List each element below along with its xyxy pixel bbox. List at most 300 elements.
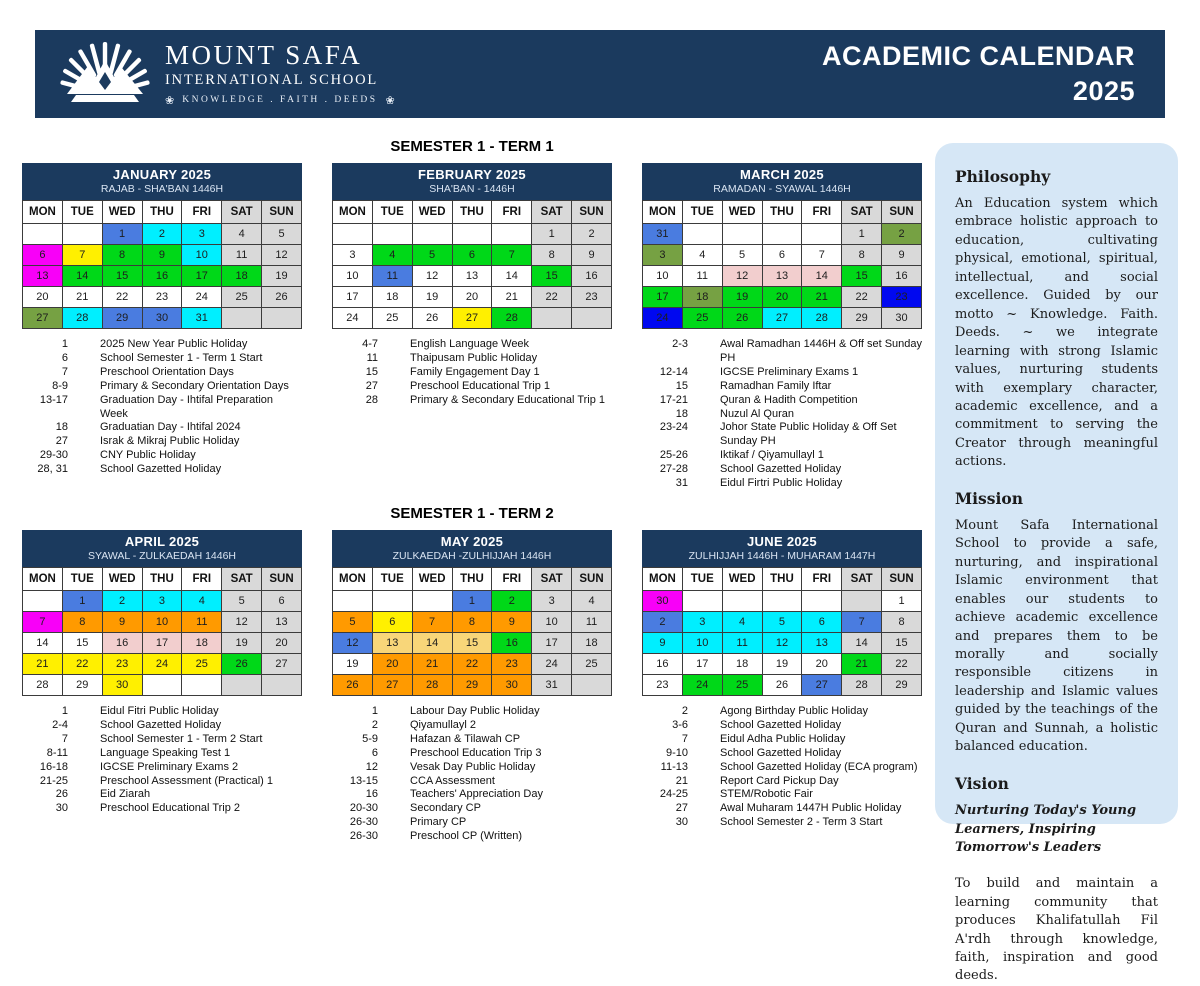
day-cell: 22 xyxy=(882,653,922,674)
day-cell: 31 xyxy=(532,674,572,695)
day-cell xyxy=(262,308,302,329)
day-header-cell: SAT xyxy=(842,201,882,224)
day-header-cell: SUN xyxy=(262,567,302,590)
event-date: 30 xyxy=(55,802,68,815)
events-list xyxy=(332,705,612,844)
day-header-cell: WED xyxy=(412,201,452,224)
day-cell: 16 xyxy=(643,653,683,674)
event-desc: CNY Public Holiday xyxy=(100,449,196,462)
day-cell: 27 xyxy=(762,308,802,329)
event-date: 28, 31 xyxy=(37,463,68,476)
day-header-cell: THU xyxy=(762,201,802,224)
day-header-cell: WED xyxy=(102,567,142,590)
event-row xyxy=(332,733,612,747)
day-cell: 6 xyxy=(802,611,842,632)
day-cell xyxy=(492,224,532,245)
day-cell: 1 xyxy=(882,590,922,611)
day-cell: 3 xyxy=(142,590,182,611)
day-cell: 30 xyxy=(882,308,922,329)
event-date: 28 xyxy=(365,393,378,406)
event-desc: Iktikaf / Qiyamullayl 1 xyxy=(720,449,824,462)
day-cell: 17 xyxy=(532,632,572,653)
day-cell: 4 xyxy=(222,224,262,245)
event-date: 26-30 xyxy=(349,816,378,829)
day-cell xyxy=(142,674,182,695)
day-cell xyxy=(722,224,762,245)
day-cell: 30 xyxy=(142,308,182,329)
event-desc: Preschool Assessment (Practical) 1 xyxy=(100,774,274,787)
day-cell: 11 xyxy=(722,632,762,653)
school-motto xyxy=(165,94,395,107)
event-row xyxy=(332,775,612,789)
event-date: 6 xyxy=(371,746,378,759)
section-title: SEMESTER 1 - TERM 1 xyxy=(390,138,554,155)
day-cell: 31 xyxy=(643,224,683,245)
event-desc: IGCSE Preliminary Exams 2 xyxy=(100,760,239,773)
day-cell: 14 xyxy=(62,266,102,287)
day-cell: 1 xyxy=(102,224,142,245)
day-header-cell: TUE xyxy=(682,567,722,590)
event-row xyxy=(642,421,922,449)
events-list xyxy=(642,705,922,830)
event-row xyxy=(22,733,302,747)
day-cell: 18 xyxy=(572,632,612,653)
day-cell: 24 xyxy=(333,308,373,329)
day-header-cell: SAT xyxy=(222,567,262,590)
event-date: 2-4 xyxy=(52,718,68,731)
day-cell: 12 xyxy=(333,632,373,653)
day-cell: 21 xyxy=(802,287,842,308)
event-date: 13-15 xyxy=(349,774,378,787)
day-cell: 27 xyxy=(802,674,842,695)
event-date: 12 xyxy=(365,760,378,773)
event-row xyxy=(22,747,302,761)
event-desc: Agong Birthday Public Holiday xyxy=(720,704,868,717)
day-header-cell: FRI xyxy=(182,567,222,590)
day-cell: 24 xyxy=(532,653,572,674)
event-desc: Preschool Educational Trip 1 xyxy=(410,379,551,392)
event-desc: Preschool Orientation Days xyxy=(100,365,234,378)
sidebar-paragraph: To build and maintain a learning community that produces Khalifatullah Fil A'rdh through knowledge, faith, inspiration and good deeds. xyxy=(955,876,1158,984)
day-cell: 12 xyxy=(722,266,762,287)
event-date: 27 xyxy=(365,379,378,392)
day-cell: 6 xyxy=(23,245,63,266)
day-header-cell: FRI xyxy=(802,567,842,590)
month-name: JUNE 2025 xyxy=(747,533,817,549)
day-header-cell: TUE xyxy=(372,567,412,590)
event-row xyxy=(332,366,612,380)
day-cell: 16 xyxy=(142,266,182,287)
event-date: 27-28 xyxy=(659,463,688,476)
day-cell xyxy=(23,590,63,611)
day-cell: 28 xyxy=(412,674,452,695)
day-cell: 7 xyxy=(802,245,842,266)
day-cell: 8 xyxy=(882,611,922,632)
month-title-bar xyxy=(332,163,612,200)
month-calendar xyxy=(642,163,922,491)
event-desc: Awal Ramadhan 1446H & Off set Sunday PH xyxy=(720,338,922,364)
day-cell: 9 xyxy=(142,245,182,266)
event-row xyxy=(332,802,612,816)
day-cell: 13 xyxy=(762,266,802,287)
event-row xyxy=(642,788,922,802)
calendar-grid xyxy=(332,200,612,329)
day-cell xyxy=(722,590,762,611)
day-cell: 2 xyxy=(572,224,612,245)
day-cell xyxy=(182,674,222,695)
day-cell: 10 xyxy=(532,611,572,632)
event-desc: Eidul Adha Public Holiday xyxy=(720,732,846,745)
event-desc: Quran & Hadith Competition xyxy=(720,393,858,406)
day-header-cell: SUN xyxy=(262,201,302,224)
event-desc: School Semester 1 - Term 2 Start xyxy=(100,732,263,745)
event-row xyxy=(22,705,302,719)
event-desc: Vesak Day Public Holiday xyxy=(410,760,536,773)
month-calendar xyxy=(332,530,612,844)
day-cell xyxy=(412,224,452,245)
event-date: 23-24 xyxy=(659,421,688,434)
event-desc: Language Speaking Test 1 xyxy=(100,746,231,759)
event-desc: Report Card Pickup Day xyxy=(720,774,839,787)
day-cell: 25 xyxy=(722,674,762,695)
event-date: 8-11 xyxy=(46,746,68,759)
day-cell xyxy=(452,224,492,245)
month-name: FEBRUARY 2025 xyxy=(418,167,526,182)
day-cell: 1 xyxy=(452,590,492,611)
event-row xyxy=(332,705,612,719)
event-row xyxy=(22,719,302,733)
day-cell: 29 xyxy=(102,308,142,329)
day-header-cell: THU xyxy=(142,567,182,590)
event-desc: School Gazetted Holiday xyxy=(720,463,842,476)
event-row xyxy=(22,775,302,789)
day-header-cell: FRI xyxy=(492,201,532,224)
month-title-bar xyxy=(332,530,612,567)
day-cell: 29 xyxy=(452,674,492,695)
day-cell: 3 xyxy=(532,590,572,611)
day-cell: 19 xyxy=(412,287,452,308)
event-desc: Teachers' Appreciation Day xyxy=(410,788,543,801)
day-cell: 21 xyxy=(62,287,102,308)
event-row xyxy=(642,747,922,761)
day-cell: 28 xyxy=(492,308,532,329)
day-cell: 5 xyxy=(762,611,802,632)
event-date: 27 xyxy=(675,802,688,815)
day-cell: 11 xyxy=(182,611,222,632)
event-desc: Preschool Education Trip 3 xyxy=(410,746,542,759)
day-cell: 10 xyxy=(142,611,182,632)
event-row xyxy=(22,394,302,422)
school-brand xyxy=(59,39,395,107)
day-cell: 5 xyxy=(722,245,762,266)
event-row xyxy=(22,435,302,449)
day-cell: 3 xyxy=(682,611,722,632)
day-cell: 8 xyxy=(62,611,102,632)
day-header-cell: FRI xyxy=(492,567,532,590)
event-row xyxy=(22,761,302,775)
day-cell: 20 xyxy=(262,632,302,653)
day-cell: 28 xyxy=(62,308,102,329)
event-date: 5-9 xyxy=(362,732,378,745)
day-cell: 1 xyxy=(842,224,882,245)
event-row xyxy=(332,352,612,366)
day-cell xyxy=(262,674,302,695)
day-cell: 18 xyxy=(222,266,262,287)
day-header-cell: SAT xyxy=(532,201,572,224)
event-row xyxy=(22,421,302,435)
day-cell: 6 xyxy=(452,245,492,266)
day-cell: 19 xyxy=(762,653,802,674)
event-date: 17-21 xyxy=(659,393,688,406)
day-cell xyxy=(62,224,102,245)
day-header-cell: WED xyxy=(722,567,762,590)
title-line2: 2025 xyxy=(1072,76,1135,106)
day-cell: 29 xyxy=(842,308,882,329)
event-desc: IGCSE Preliminary Exams 1 xyxy=(720,365,859,378)
day-cell: 17 xyxy=(682,653,722,674)
event-date: 6 xyxy=(61,351,68,364)
rosette-icon: ❀ xyxy=(165,94,175,107)
event-date: 15 xyxy=(675,379,688,392)
day-cell: 4 xyxy=(372,245,412,266)
event-date: 31 xyxy=(675,477,688,490)
sidebar-paragraph: Mount Safa International School to provide a safe, nurturing, and inspirational Islamic environment that enables our students to achieve academic excellence and prepares them to be morally and socially responsible citizens in leadership and Islamic values guided by the teachings of the Quran and Sunnah, a holistic balanced education. xyxy=(955,517,1158,755)
day-cell: 7 xyxy=(492,245,532,266)
day-cell: 12 xyxy=(412,266,452,287)
day-cell: 20 xyxy=(802,653,842,674)
event-date: 30 xyxy=(675,816,688,829)
event-date: 1 xyxy=(371,704,378,717)
event-desc: Labour Day Public Holiday xyxy=(410,704,540,717)
event-date: 13-17 xyxy=(39,393,68,406)
day-cell xyxy=(412,590,452,611)
events-list xyxy=(22,338,302,477)
day-header-cell: WED xyxy=(102,201,142,224)
day-cell: 2 xyxy=(643,611,683,632)
day-cell: 16 xyxy=(882,266,922,287)
day-cell: 13 xyxy=(452,266,492,287)
month-name: JANUARY 2025 xyxy=(112,167,212,182)
day-cell: 5 xyxy=(222,590,262,611)
event-desc: School Gazetted Holiday xyxy=(720,746,842,759)
day-cell: 19 xyxy=(262,266,302,287)
day-cell: 6 xyxy=(372,611,412,632)
event-row xyxy=(642,719,922,733)
school-logo xyxy=(59,42,151,106)
event-row xyxy=(332,719,612,733)
months-row xyxy=(22,530,922,844)
day-cell xyxy=(802,590,842,611)
event-date: 7 xyxy=(61,365,68,378)
day-header-cell: MON xyxy=(333,567,373,590)
day-cell: 25 xyxy=(372,308,412,329)
day-cell: 18 xyxy=(722,653,762,674)
event-row xyxy=(22,449,302,463)
day-header-cell: MON xyxy=(23,201,63,224)
day-cell: 4 xyxy=(682,245,722,266)
event-row xyxy=(642,338,922,366)
event-row xyxy=(332,816,612,830)
event-row xyxy=(642,463,922,477)
day-cell: 11 xyxy=(372,266,412,287)
hijri-subtitle: SYAWAL - ZULKAEDAH 1446H xyxy=(87,549,237,562)
day-header-cell: SAT xyxy=(222,201,262,224)
day-cell: 22 xyxy=(532,287,572,308)
event-date: 20-30 xyxy=(349,802,378,815)
day-cell: 24 xyxy=(682,674,722,695)
day-header-cell: TUE xyxy=(62,567,102,590)
day-cell: 22 xyxy=(842,287,882,308)
day-cell xyxy=(372,224,412,245)
day-cell: 6 xyxy=(762,245,802,266)
day-cell: 5 xyxy=(333,611,373,632)
day-cell: 9 xyxy=(643,632,683,653)
day-cell: 9 xyxy=(492,611,532,632)
day-cell: 26 xyxy=(262,287,302,308)
day-cell: 28 xyxy=(842,674,882,695)
event-date: 2 xyxy=(681,704,688,717)
day-cell: 14 xyxy=(492,266,532,287)
event-desc: School Gazetted Holiday (ECA program) xyxy=(720,760,918,773)
event-desc: Primary & Secondary Educational Trip 1 xyxy=(410,393,606,406)
day-cell: 30 xyxy=(643,590,683,611)
day-cell: 8 xyxy=(842,245,882,266)
calendars-area xyxy=(22,122,922,844)
day-cell: 11 xyxy=(572,611,612,632)
day-cell: 7 xyxy=(62,245,102,266)
day-cell: 4 xyxy=(182,590,222,611)
event-date: 24-25 xyxy=(659,788,688,801)
day-cell: 10 xyxy=(182,245,222,266)
event-row xyxy=(642,802,922,816)
event-row xyxy=(332,788,612,802)
event-desc: Primary CP xyxy=(410,816,467,829)
day-header-cell: FRI xyxy=(802,201,842,224)
day-cell: 9 xyxy=(572,245,612,266)
day-cell: 9 xyxy=(882,245,922,266)
day-cell: 10 xyxy=(643,266,683,287)
brand-text xyxy=(165,39,395,107)
day-cell: 8 xyxy=(452,611,492,632)
months-row xyxy=(22,163,922,491)
main-content xyxy=(22,122,1178,984)
day-cell: 26 xyxy=(222,653,262,674)
day-cell: 5 xyxy=(412,245,452,266)
event-desc: CCA Assessment xyxy=(410,774,495,787)
event-row xyxy=(642,705,922,719)
day-cell xyxy=(532,308,572,329)
day-cell xyxy=(333,224,373,245)
events-list xyxy=(22,705,302,816)
month-calendar xyxy=(332,163,612,408)
events-list xyxy=(642,338,922,491)
event-desc: Qiyamullayl 2 xyxy=(410,718,477,731)
day-cell: 2 xyxy=(102,590,142,611)
day-cell: 13 xyxy=(262,611,302,632)
day-cell: 30 xyxy=(102,674,142,695)
event-date: 16 xyxy=(365,788,378,801)
day-cell xyxy=(842,590,882,611)
day-cell: 7 xyxy=(412,611,452,632)
school-name: MOUNT SAFA xyxy=(165,39,363,70)
day-cell: 3 xyxy=(182,224,222,245)
day-header-cell: THU xyxy=(452,201,492,224)
day-cell: 24 xyxy=(182,287,222,308)
day-cell: 13 xyxy=(372,632,412,653)
day-cell: 23 xyxy=(142,287,182,308)
day-cell: 26 xyxy=(333,674,373,695)
event-desc: Eidul Fitri Public Holiday xyxy=(100,704,219,717)
event-desc: Thaipusam Public Holiday xyxy=(410,351,538,364)
day-cell: 1 xyxy=(62,590,102,611)
day-cell: 27 xyxy=(372,674,412,695)
event-date: 12-14 xyxy=(659,365,688,378)
month-title-bar xyxy=(642,530,922,567)
event-row xyxy=(642,816,922,830)
event-desc: Primary & Secondary Orientation Days xyxy=(100,379,289,392)
event-date: 11-13 xyxy=(660,760,688,773)
day-cell: 5 xyxy=(262,224,302,245)
event-date: 1 xyxy=(61,704,68,717)
month-name: MAY 2025 xyxy=(440,533,504,549)
day-cell: 27 xyxy=(262,653,302,674)
day-cell: 27 xyxy=(23,308,63,329)
month-title-bar xyxy=(642,163,922,200)
event-row xyxy=(332,338,612,352)
sidebar-heading: Mission xyxy=(955,488,1023,508)
event-row xyxy=(642,775,922,789)
event-desc: School Gazetted Holiday xyxy=(100,463,222,476)
event-desc: Nuzul Al Quran xyxy=(720,407,794,420)
day-cell: 22 xyxy=(452,653,492,674)
day-cell: 29 xyxy=(62,674,102,695)
semester-section xyxy=(22,505,922,844)
day-cell: 8 xyxy=(102,245,142,266)
event-row xyxy=(332,380,612,394)
event-row xyxy=(642,761,922,775)
rosette-icon: ❀ xyxy=(385,94,395,107)
day-cell: 11 xyxy=(682,266,722,287)
day-header-cell: TUE xyxy=(682,201,722,224)
day-cell xyxy=(222,308,262,329)
day-cell: 8 xyxy=(532,245,572,266)
hijri-subtitle: RAJAB - SHA'BAN 1446H xyxy=(100,183,224,195)
event-row xyxy=(642,366,922,380)
day-cell: 14 xyxy=(842,632,882,653)
event-date: 25-26 xyxy=(659,449,688,462)
event-desc: Eidul Firtri Public Holiday xyxy=(720,477,843,490)
day-cell: 23 xyxy=(572,287,612,308)
day-cell: 12 xyxy=(762,632,802,653)
day-cell: 18 xyxy=(182,632,222,653)
day-header-cell: SUN xyxy=(882,567,922,590)
day-cell: 2 xyxy=(142,224,182,245)
day-cell: 10 xyxy=(682,632,722,653)
day-cell: 23 xyxy=(882,287,922,308)
day-cell: 15 xyxy=(532,266,572,287)
day-cell: 20 xyxy=(762,287,802,308)
section-title: SEMESTER 1 - TERM 2 xyxy=(390,504,554,522)
day-cell: 15 xyxy=(452,632,492,653)
day-cell: 25 xyxy=(682,308,722,329)
day-header-cell: SAT xyxy=(842,567,882,590)
calendar-grid xyxy=(22,567,302,696)
event-desc: Eid Ziarah xyxy=(100,788,151,801)
day-header-cell: SUN xyxy=(882,201,922,224)
day-cell: 21 xyxy=(23,653,63,674)
event-row xyxy=(642,733,922,747)
event-date: 16-18 xyxy=(39,760,68,773)
